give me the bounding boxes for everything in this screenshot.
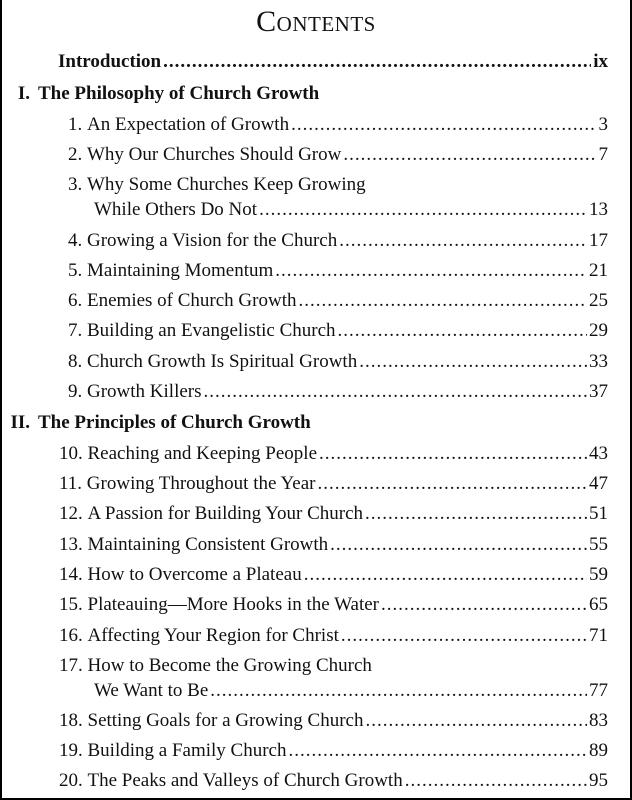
part-numeral: II.: [10, 412, 30, 433]
chapter-number: 15.: [59, 594, 83, 615]
chapter-number: 12.: [59, 503, 83, 524]
dot-leader: [288, 739, 587, 763]
dot-leader: [291, 113, 596, 137]
toc-entry-title: Growing a Vision for the Church: [87, 230, 338, 251]
chapter-number: 3.: [68, 174, 83, 195]
toc-page-number: 51: [589, 503, 608, 524]
toc-page-number: 21: [589, 260, 608, 281]
chapter-number: 1.: [68, 114, 83, 135]
dot-leader: [365, 502, 587, 526]
part-numeral: I.: [17, 83, 30, 104]
chapter-number: 18.: [59, 710, 83, 731]
toc-entry-title: How to Overcome a Plateau: [87, 564, 302, 585]
toc-entry[interactable]: [68, 319, 608, 343]
dot-leader: [317, 472, 587, 496]
chapter-number: 7.: [68, 320, 83, 341]
dot-leader: [210, 679, 587, 703]
toc-page-number: 13: [589, 199, 608, 220]
toc-entry[interactable]: [68, 380, 608, 404]
toc-entry[interactable]: [59, 533, 608, 557]
chapter-number: 20.: [59, 770, 83, 791]
dot-leader: [163, 50, 591, 74]
toc-entry[interactable]: [94, 198, 608, 222]
toc-page-number: 43: [589, 443, 608, 464]
toc-entry-title: Building an Evangelistic Church: [87, 320, 336, 341]
toc-entry-title: Growth Killers: [87, 381, 202, 402]
dot-leader: [343, 143, 596, 167]
toc-entry[interactable]: [59, 709, 608, 733]
toc-entry-title: Plateauing—More Hooks in the Water: [87, 594, 380, 615]
toc-entry-title: A Passion for Building Your Church: [87, 503, 364, 524]
chapter-number: 2.: [68, 144, 83, 165]
dot-leader: [275, 259, 587, 283]
toc-page-number: 3: [598, 114, 608, 135]
toc-entry-title: Maintaining Momentum: [87, 260, 274, 281]
toc-entry[interactable]: [68, 229, 608, 253]
dot-leader: [298, 289, 587, 313]
part-heading-2[interactable]: [0, 411, 311, 435]
part-title: The Philosophy of Church Growth: [38, 83, 320, 104]
toc-page-number: 17: [589, 230, 608, 251]
toc-page-number: 37: [589, 381, 608, 402]
toc-entry[interactable]: [68, 113, 608, 137]
toc-page-number: 55: [589, 534, 608, 555]
dot-leader: [304, 563, 587, 587]
toc-entry-title: While Others Do Not: [94, 199, 258, 220]
chapter-number: 8.: [68, 351, 83, 372]
toc-entry-title: Why Our Churches Should Grow: [87, 144, 342, 165]
toc-entry-title: Maintaining Consistent Growth: [87, 534, 329, 555]
toc-entry-first-line: [59, 654, 372, 678]
toc-entry-title: Building a Family Church: [87, 740, 287, 761]
dot-leader: [365, 709, 587, 733]
toc-entry-title-line1: How to Become the Growing Church: [87, 655, 372, 676]
chapter-number: 4.: [68, 230, 83, 251]
toc-entry-title: Setting Goals for a Growing Church: [87, 710, 364, 731]
toc-entry-title: Growing Throughout the Year: [86, 473, 316, 494]
toc-page-number: 29: [589, 320, 608, 341]
chapter-number: 5.: [68, 260, 83, 281]
chapter-number: 16.: [59, 625, 83, 646]
chapter-number: 19.: [59, 740, 83, 761]
part-heading-1[interactable]: [0, 82, 319, 106]
dot-leader: [259, 198, 587, 222]
toc-page-number: 95: [589, 770, 608, 791]
toc-entry-title-line1: Why Some Churches Keep Growing: [87, 174, 366, 195]
toc-entry[interactable]: [59, 624, 608, 648]
chapter-number: 17.: [59, 655, 83, 676]
toc-page-number: 7: [598, 144, 608, 165]
toc-entry-title: An Expectation of Growth: [87, 114, 290, 135]
toc-page-number: 59: [589, 564, 608, 585]
chapter-number: 9.: [68, 381, 83, 402]
toc-entry-title: We Want to Be: [94, 680, 209, 701]
chapter-number: 14.: [59, 564, 83, 585]
toc-page-number: 33: [589, 351, 608, 372]
toc-page-number: 83: [589, 710, 608, 731]
dot-leader: [319, 442, 587, 466]
toc-entry-title: The Peaks and Valleys of Church Growth: [87, 770, 403, 791]
toc-page-number: 65: [589, 594, 608, 615]
page-title: Contents: [256, 5, 376, 38]
toc-page-number: 89: [589, 740, 608, 761]
toc-page-number: 47: [589, 473, 608, 494]
dot-leader: [381, 593, 587, 617]
chapter-number: 6.: [68, 290, 83, 311]
toc-entry[interactable]: [59, 739, 608, 763]
dot-leader: [338, 319, 587, 343]
toc-entry-title: Church Growth Is Spiritual Growth: [87, 351, 358, 372]
toc-entry[interactable]: [68, 350, 608, 374]
toc-entry-title: Reaching and Keeping People: [87, 443, 318, 464]
dot-leader: [341, 624, 587, 648]
toc-entry[interactable]: [68, 143, 608, 167]
toc-entry[interactable]: [59, 563, 608, 587]
toc-page-number: ix: [593, 51, 608, 72]
chapter-number: 11.: [59, 473, 83, 494]
dot-leader: [330, 533, 587, 557]
toc-entry[interactable]: [59, 769, 608, 793]
chapter-number: 13.: [59, 534, 83, 555]
toc-page-number: 71: [589, 625, 608, 646]
toc-page-number: 25: [589, 290, 608, 311]
toc-entry[interactable]: [59, 502, 608, 526]
dot-leader: [405, 769, 587, 793]
toc-page-number: 77: [589, 680, 608, 701]
part-title: The Principles of Church Growth: [38, 412, 311, 433]
toc-entry-title: Affecting Your Region for Christ: [87, 625, 339, 646]
toc-entry[interactable]: [59, 472, 608, 496]
toc-entry[interactable]: [59, 442, 608, 466]
dot-leader: [204, 380, 587, 404]
toc-entry-title: Enemies of Church Growth: [87, 290, 297, 311]
toc-entry-introduction[interactable]: [58, 50, 608, 74]
toc-entry[interactable]: [68, 289, 608, 313]
toc-entry[interactable]: [94, 679, 608, 703]
dot-leader: [359, 350, 587, 374]
dot-leader: [339, 229, 587, 253]
toc-entry-first-line: [68, 173, 366, 197]
toc-entry-title: Introduction: [58, 51, 162, 72]
toc-entry[interactable]: [68, 259, 608, 283]
chapter-number: 10.: [59, 443, 83, 464]
toc-entry[interactable]: [59, 593, 608, 617]
